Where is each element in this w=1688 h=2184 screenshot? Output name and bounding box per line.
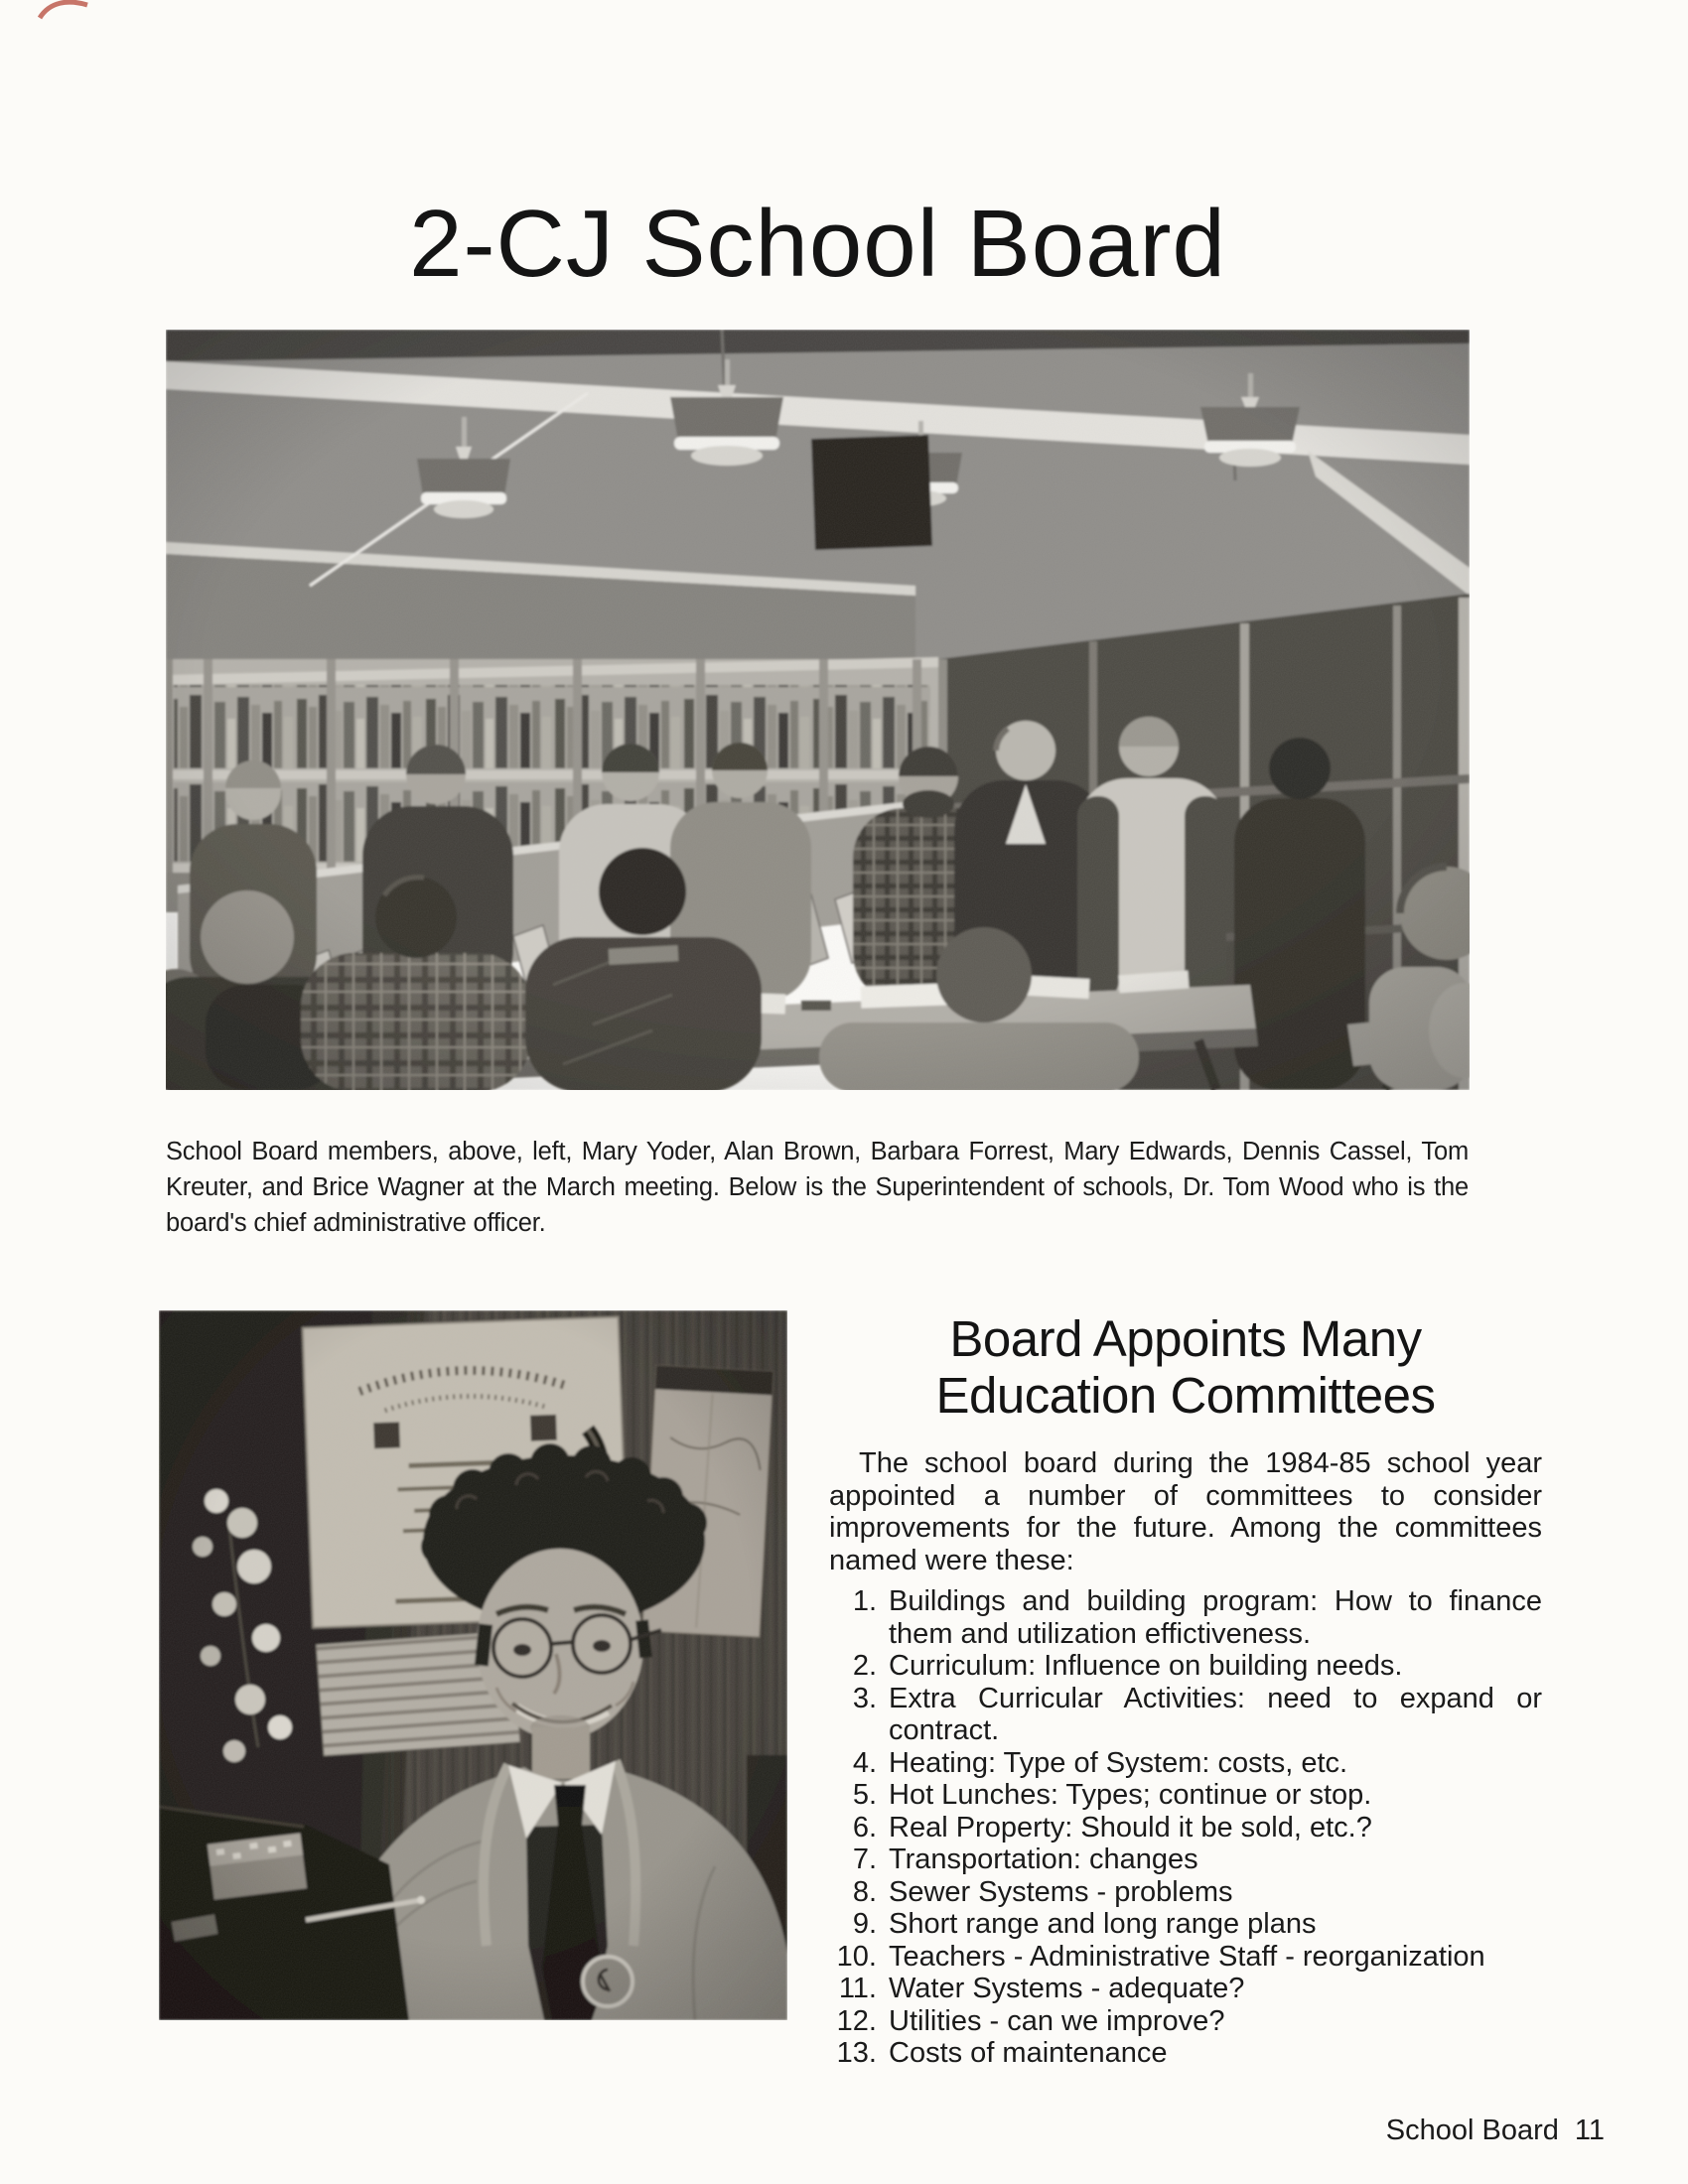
item-text: Sewer Systems - problems <box>889 1875 1233 1908</box>
item-number: 13. <box>836 2037 877 2069</box>
article-headline <box>829 1310 1542 1424</box>
item-number: 3. <box>852 1682 877 1714</box>
list-item <box>829 1585 1542 1650</box>
item-text: Short range and long range plans <box>889 1908 1317 1940</box>
list-item <box>829 2005 1542 2038</box>
item-number: 11. <box>838 1973 877 2004</box>
item-text: Teachers - Administrative Staff - reorganization <box>889 1940 1485 1973</box>
item-number: 8. <box>852 1875 877 1908</box>
list-item <box>829 1683 1542 1747</box>
item-text: Water Systems - adequate? <box>889 1973 1245 2004</box>
item-text: Heating: Type of System: costs, etc. <box>889 1746 1348 1779</box>
item-text: Buildings and building program: How to finance them and utilization effictiveness. <box>889 1585 1542 1650</box>
article <box>829 1310 1542 2070</box>
list-item <box>829 1747 1542 1780</box>
item-number: 12. <box>836 2004 877 2037</box>
list-item <box>829 1843 1542 1876</box>
headline-line-2: Education Committees <box>935 1367 1436 1424</box>
headline-line-1: Board Appoints Many <box>949 1310 1422 1367</box>
board-meeting-photo <box>166 330 1470 1090</box>
item-text: Hot Lunches: Types; continue or stop. <box>889 1779 1372 1811</box>
list-item <box>829 1876 1542 1909</box>
item-number: 6. <box>852 1811 877 1843</box>
footer-section-label: School Board <box>1385 2115 1559 2146</box>
item-number: 10. <box>836 1940 877 1973</box>
page-title: 2-CJ School Board <box>409 191 1226 297</box>
list-item <box>829 1908 1542 1941</box>
article-intro: The school board during the 1984-85 school year appointed a number of committees to consider improvements for the future. Among the committees named were these: <box>829 1447 1542 1576</box>
list-item <box>829 1973 1542 2005</box>
page-number: 11 <box>1574 2115 1605 2146</box>
list-item <box>829 1941 1542 1974</box>
item-text: Costs of maintenance <box>889 2037 1168 2069</box>
item-number: 1. <box>852 1585 877 1617</box>
list-item <box>829 1779 1542 1812</box>
item-number: 4. <box>852 1746 877 1779</box>
committee-list <box>829 1585 1542 2070</box>
item-text: Utilities - can we improve? <box>889 2004 1225 2037</box>
superintendent-photo <box>159 1310 787 2020</box>
item-text: Curriculum: Influence on building needs. <box>889 1650 1403 1682</box>
item-number: 9. <box>852 1908 877 1940</box>
item-number: 5. <box>852 1779 877 1811</box>
page-footer <box>1386 2115 1605 2147</box>
item-text: Extra Curricular Activities: need to expand or contract. <box>889 1682 1542 1746</box>
item-text: Transportation: changes <box>889 1843 1198 1875</box>
item-number: 2. <box>852 1650 877 1682</box>
red-pen-mark <box>38 0 89 20</box>
photo-caption: School Board members, above, left, Mary Yoder, Alan Brown, Barbara Forrest, Mary Edwards, Dennis Cassel, Tom Kreuter, and Brice Wagner at the March meeting. Below is the Superintendent of schools, Dr. Tom Wood who is the board's chief administrative officer. <box>166 1138 1469 1237</box>
item-text: Real Property: Should it be sold, etc.? <box>889 1811 1372 1843</box>
item-number: 7. <box>852 1843 877 1875</box>
list-item <box>829 1650 1542 1683</box>
list-item <box>829 1812 1542 1844</box>
list-item <box>829 2037 1542 2070</box>
